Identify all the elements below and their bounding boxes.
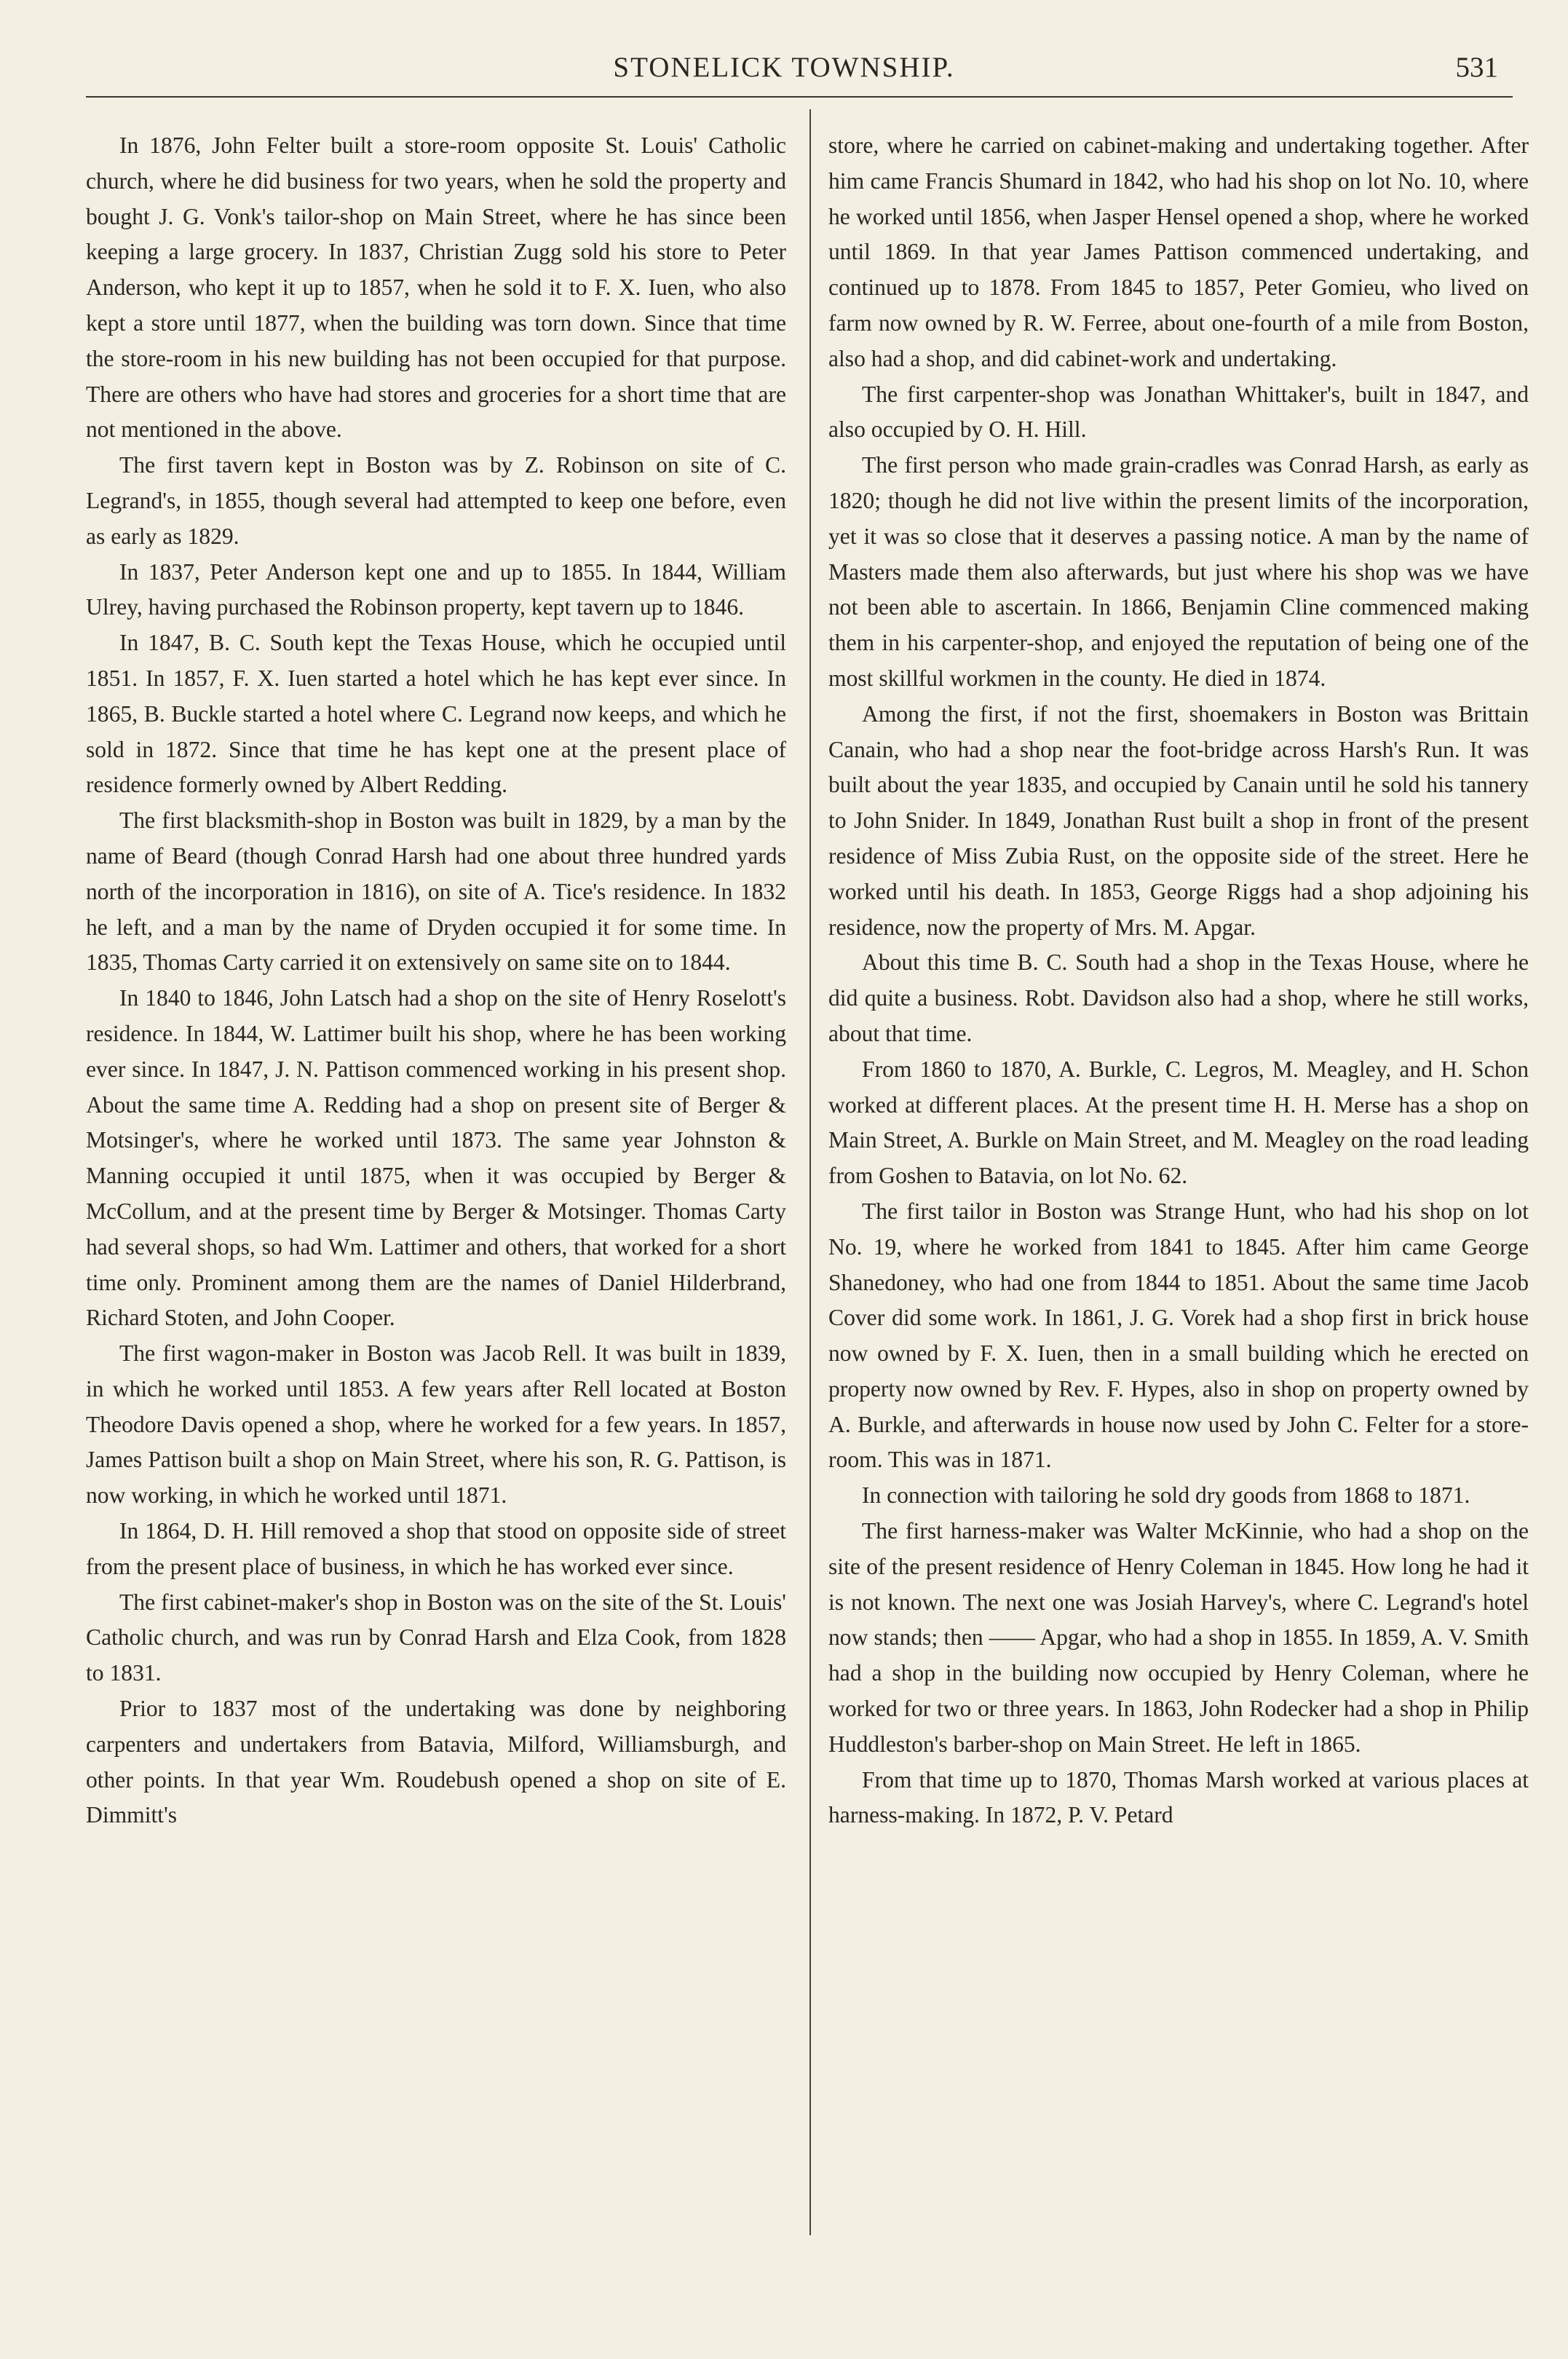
left-column: [86, 128, 786, 2240]
paragraph: In 1864, D. H. Hill removed a shop that stood on opposite side of street from the present place of business, in which he has worked ever since.: [86, 1518, 786, 1579]
header-rule: [86, 96, 1513, 98]
paragraph: In 1847, B. C. South kept the Texas House, which he occupied until 1851. In 1857, F. X. Iuen started a hotel which he has kept ever since. In 1865, B. Buckle started a hotel where C. Legrand now keeps, and which he sold in 1872. Since that time he has kept one at the present place of residence formerly owned by Albert Redding.: [86, 630, 786, 798]
paragraph: In connection with tailoring he sold dry goods from 1868 to 1871.: [862, 1482, 1470, 1509]
paragraph: The first harness-maker was Walter McKinnie, who had a shop on the site of the present residence of Henry Coleman in 1845. How long he had it is not known. The next one was Josiah Harvey's, where C. Legrand's hotel now stands; then —— Apgar, who had a shop in 1855. In 1859, A. V. Smith had a shop in the building now occupied by Henry Coleman, where he worked for two or three years. In 1863, John Rodecker had a shop in Philip Huddleston's barber-shop on Main Street. He left in 1865.: [828, 1518, 1529, 1757]
paragraph: The first person who made grain-cradles was Conrad Harsh, as early as 1820; though he did not live within the present limits of the incorporation, yet it was so close that it deserves a passing notice. A man by the name of Masters made them also afterwards, but just where his shop was we have not been able to ascertain. In 1866, Benjamin Cline commenced making them in his carpenter-shop, and enjoyed the reputation of being one of the most skillful workmen in the county. He died in 1874.: [828, 452, 1529, 691]
paragraph: Among the first, if not the first, shoemakers in Boston was Brittain Canain, who had a shop near the foot-bridge across Harsh's Run. It was built about the year 1835, and occupied by Canain until he sold his tannery to John Snider. In 1849, Jonathan Rust built a shop in front of the present residence of Miss Zubia Rust, on the opposite side of the street. Here he worked until his death. In 1853, George Riggs had a shop adjoining his residence, now the property of Mrs. M. Apgar.: [828, 700, 1529, 940]
paragraph: The first cabinet-maker's shop in Boston was on the site of the St. Louis' Catholic church, and was run by Conrad Harsh and Elza Cook, from 1828 to 1831.: [86, 1589, 786, 1686]
page-header: [0, 45, 1568, 96]
paragraph: In 1876, John Felter built a store-room opposite St. Louis' Catholic church, where he did business for two years, when he sold the property and bought J. G. Vonk's tailor-shop on Main Street, where he has since been keeping a large grocery. In 1837, Christian Zugg sold his store to Peter Anderson, who kept it up to 1857, when he sold it to F. X. Iuen, who also kept a store until 1877, when the building was torn down. Since that time the store-room in his new building has not been occupied for that purpose. There are others who have had stores and groceries for a short time that are not mentioned in the above.: [86, 133, 786, 443]
paragraph: In 1837, Peter Anderson kept one and up to 1855. In 1844, William Ulrey, having purchased the Robinson property, kept tavern up to 1846.: [86, 558, 786, 620]
paragraph: The first wagon-maker in Boston was Jacob Rell. It was built in 1839, in which he worked until 1853. A few years after Rell located at Boston Theodore Davis opened a shop, where he worked for a few years. In 1857, James Pattison built a shop on Main Street, where his son, R. G. Pattison, is now working, in which he worked until 1871.: [86, 1340, 786, 1509]
column-divider: [809, 109, 811, 2235]
page-number: 531: [1455, 52, 1498, 83]
paragraph: The first tailor in Boston was Strange Hunt, who had his shop on lot No. 19, where he worked from 1841 to 1845. After him came George Shanedoney, who had one from 1844 to 1851. About the same time Jacob Cover did some work. In 1861, J. G. Vorek had a shop first in brick house now owned by F. X. Iuen, then in a small building which he erected on property now owned by Rev. F. Hypes, also in shop on property owned by A. Burkle, and afterwards in house now used by John C. Felter for a store-room. This was in 1871.: [828, 1198, 1529, 1473]
paragraph: The first blacksmith-shop in Boston was built in 1829, by a man by the name of Beard (though Conrad Harsh had one about three hundred yards north of the incorporation in 1816), on site of A. Tice's residence. In 1832 he left, and a man by the name of Dryden occupied it for some time. In 1835, Thomas Carty carried it on extensively on same site on to 1844.: [86, 807, 786, 976]
paragraph: From 1860 to 1870, A. Burkle, C. Legros, M. Meagley, and H. Schon worked at different places. At the present time H. H. Merse has a shop on Main Street, A. Burkle on Main Street, and M. Meagley on the road leading from Goshen to Batavia, on lot No. 62.: [828, 1056, 1529, 1189]
paragraph-continuation: store, where he carried on cabinet-making and undertaking together. After him came Francis Shumard in 1842, who had his shop on lot No. 10, where he worked until 1856, when Jasper Hensel opened a shop, where he worked until 1869. In that year James Pattison commenced undertaking, and continued up to 1878. From 1845 to 1857, Peter Gomieu, who lived on farm now owned by R. W. Ferree, about one-fourth of a mile from Boston, also had a shop, and did cabinet-work and undertaking.: [828, 133, 1529, 371]
right-column: [828, 128, 1529, 2240]
paragraph: The first carpenter-shop was Jonathan Whittaker's, built in 1847, and also occupied by O. H. Hill.: [828, 381, 1529, 443]
paragraph: The first tavern kept in Boston was by Z. Robinson on site of C. Legrand's, in 1855, though several had attempted to keep one before, even as early as 1829.: [86, 452, 786, 549]
paragraph: In 1840 to 1846, John Latsch had a shop on the site of Henry Roselott's residence. In 1844, W. Lattimer built his shop, where he has been working ever since. In 1847, J. N. Pattison commenced working in his present shop. About the same time A. Redding had a shop on present site of Berger & Motsinger's, where he worked until 1873. The same year Johnston & Manning occupied it until 1875, when it was occupied by Berger & McCollum, and at the present time by Berger & Motsinger. Thomas Carty had several shops, so had Wm. Lattimer and others, that worked for a short time only. Prominent among them are the names of Daniel Hilderbrand, Richard Stoten, and John Cooper.: [86, 985, 786, 1331]
paragraph: Prior to 1837 most of the undertaking was done by neighboring carpenters and undertakers from Batavia, Milford, Williamsburgh, and other points. In that year Wm. Roudebush opened a shop on site of E. Dimmitt's: [86, 1696, 786, 1828]
paragraph: About this time B. C. South had a shop in the Texas House, where he did quite a business. Robt. Davidson also had a shop, where he still works, about that time.: [828, 949, 1529, 1046]
paragraph: From that time up to 1870, Thomas Marsh worked at various places at harness-making. In 1872, P. V. Petard: [828, 1766, 1529, 1828]
running-title: STONELICK TOWNSHIP.: [613, 52, 955, 83]
